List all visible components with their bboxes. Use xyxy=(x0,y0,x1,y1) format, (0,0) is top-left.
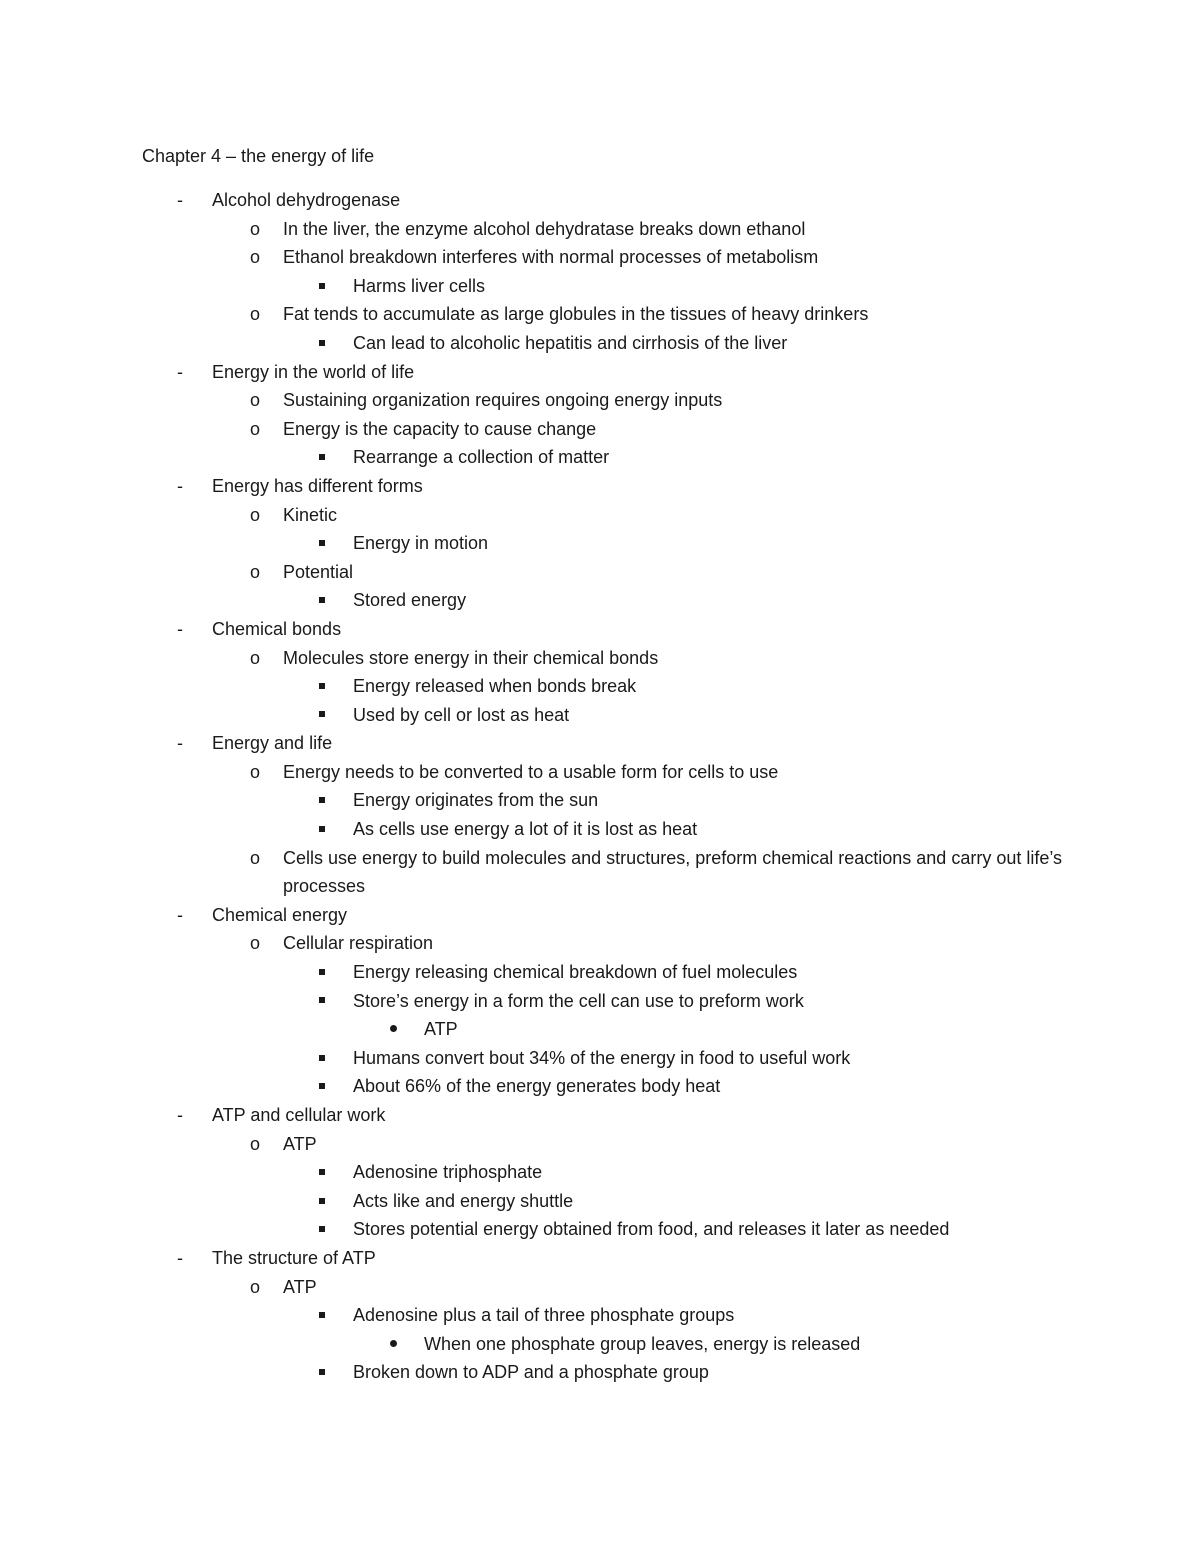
list-item-text: Adenosine triphosphate xyxy=(353,1162,543,1183)
list-item-text: Cells use energy to build molecules and structures, preform chemical reactions and carry out life’s processes xyxy=(283,847,1063,897)
list-item xyxy=(0,529,1200,558)
list-item xyxy=(0,472,1200,501)
list-item-text: Adenosine plus a tail of three phosphate groups xyxy=(353,1305,735,1326)
list-item xyxy=(0,272,1200,301)
list-item-text: In the liver, the enzyme alcohol dehydratase breaks down ethanol xyxy=(283,218,806,239)
list-item xyxy=(0,443,1200,472)
list-item-text: Chemical energy xyxy=(212,904,348,925)
list-item-text: Broken down to ADP and a phosphate group xyxy=(353,1362,709,1383)
square-bullet-icon xyxy=(312,1187,332,1216)
square-bullet-icon xyxy=(312,958,332,987)
list-item-text: Store’s energy in a form the cell can use to preform work xyxy=(353,990,804,1011)
square-bullet-icon xyxy=(312,329,332,358)
list-item-text: Energy needs to be converted to a usable form for cells to use xyxy=(283,761,779,782)
list-item xyxy=(0,1015,1200,1044)
circle-bullet: o xyxy=(249,390,260,411)
square-bullet-icon xyxy=(312,443,332,472)
list-item-text: Ethanol breakdown interferes with normal processes of metabolism xyxy=(283,247,819,268)
list-item-text: Rearrange a collection of matter xyxy=(353,447,610,468)
list-item xyxy=(0,672,1200,701)
list-item xyxy=(0,329,1200,358)
list-item xyxy=(0,901,1200,930)
list-item-text: When one phosphate group leaves, energy is released xyxy=(424,1333,861,1354)
outline-list xyxy=(0,186,1200,1387)
list-item xyxy=(0,786,1200,815)
list-item-text: Molecules store energy in their chemical bonds xyxy=(283,647,659,668)
list-item xyxy=(0,386,1200,415)
list-item-text: ATP and cellular work xyxy=(212,1105,386,1125)
list-item-text: Energy and life xyxy=(212,733,333,754)
list-item-text: Stored energy xyxy=(353,590,467,611)
list-item xyxy=(0,815,1200,844)
list-item-text: Stores potential energy obtained from food, and releases it later as needed xyxy=(353,1219,950,1240)
square-bullet-icon xyxy=(312,701,332,730)
list-item xyxy=(0,701,1200,730)
dash-bullet: - xyxy=(177,904,183,925)
list-item xyxy=(0,758,1200,787)
list-item xyxy=(0,186,1200,215)
dash-bullet: - xyxy=(177,1105,183,1125)
list-item-text: Harms liver cells xyxy=(353,275,486,296)
list-item xyxy=(0,415,1200,444)
list-item xyxy=(0,1187,1200,1216)
list-item xyxy=(0,987,1200,1016)
circle-bullet: o xyxy=(249,933,260,954)
square-bullet-icon xyxy=(312,672,332,701)
list-item xyxy=(0,929,1200,958)
list-item xyxy=(0,844,1200,901)
page-title: Chapter 4 – the energy of life xyxy=(142,146,375,166)
list-item-text: Humans convert bout 34% of the energy in food to useful work xyxy=(353,1047,851,1068)
list-item-text: Used by cell or lost as heat xyxy=(353,704,570,725)
list-item-text: Energy has different forms xyxy=(212,475,423,496)
list-item-text: Energy is the capacity to cause change xyxy=(283,418,597,439)
circle-bullet: o xyxy=(249,1276,260,1297)
list-item-text: About 66% of the energy generates body heat xyxy=(353,1076,721,1097)
list-item-text: ATP xyxy=(283,1133,317,1154)
list-item-text: Energy releasing chemical breakdown of fuel molecules xyxy=(353,962,798,983)
dash-bullet: - xyxy=(177,733,183,754)
list-item xyxy=(0,615,1200,644)
square-bullet-icon xyxy=(312,1358,332,1387)
list-item xyxy=(0,300,1200,329)
list-item xyxy=(0,1358,1200,1387)
square-bullet-icon xyxy=(312,586,332,615)
list-item xyxy=(0,644,1200,673)
list-item-text: ATP xyxy=(424,1019,458,1040)
list-item xyxy=(0,729,1200,758)
list-item xyxy=(0,1244,1200,1273)
list-item-text: Energy released when bonds break xyxy=(353,676,637,697)
list-item xyxy=(0,1330,1200,1359)
circle-bullet: o xyxy=(249,561,260,582)
list-item-text: Cellular respiration xyxy=(283,933,434,954)
list-item xyxy=(0,1301,1200,1330)
list-item-text: The structure of ATP xyxy=(212,1247,376,1268)
square-bullet-icon xyxy=(312,272,332,301)
list-item-text: Chemical bonds xyxy=(212,618,342,639)
list-item xyxy=(0,1158,1200,1187)
list-item-text: Energy originates from the sun xyxy=(353,790,599,811)
circle-bullet: o xyxy=(249,847,260,868)
dash-bullet: - xyxy=(177,475,183,496)
circle-bullet: o xyxy=(249,247,260,268)
dash-bullet: - xyxy=(177,618,183,639)
list-item xyxy=(0,1215,1200,1244)
list-item-text: Kinetic xyxy=(283,504,338,525)
list-item-text: Sustaining organization requires ongoing energy inputs xyxy=(283,390,723,411)
list-item xyxy=(0,958,1200,987)
square-bullet-icon xyxy=(312,786,332,815)
square-bullet-icon xyxy=(312,1072,332,1101)
list-item-text: Acts like and energy shuttle xyxy=(353,1190,574,1211)
square-bullet-icon xyxy=(312,1044,332,1073)
list-item xyxy=(0,1044,1200,1073)
list-item xyxy=(0,586,1200,615)
circle-bullet: o xyxy=(249,218,260,239)
square-bullet-icon xyxy=(312,1158,332,1187)
list-item-text: Potential xyxy=(283,561,354,582)
square-bullet-icon xyxy=(312,1215,332,1244)
circle-bullet: o xyxy=(249,418,260,439)
circle-bullet: o xyxy=(249,1133,260,1154)
list-item-text: As cells use energy a lot of it is lost as heat xyxy=(353,819,698,840)
dash-bullet: - xyxy=(177,1247,183,1268)
list-item-text: Energy in motion xyxy=(353,533,489,554)
dash-bullet: - xyxy=(177,361,183,382)
list-item xyxy=(0,1072,1200,1101)
list-item-text: Can lead to alcoholic hepatitis and cirrhosis of the liver xyxy=(353,332,788,353)
list-item xyxy=(0,215,1200,244)
list-item-text: Energy in the world of life xyxy=(212,361,415,382)
list-item xyxy=(0,1273,1200,1302)
list-item xyxy=(0,1101,1200,1130)
dot-bullet-icon xyxy=(383,1015,403,1044)
list-item xyxy=(0,1130,1200,1159)
dash-bullet: - xyxy=(177,190,183,210)
list-item xyxy=(0,558,1200,587)
list-item xyxy=(0,243,1200,272)
square-bullet-icon xyxy=(312,1301,332,1330)
list-item-text: Alcohol dehydrogenase xyxy=(212,190,401,210)
square-bullet-icon xyxy=(312,529,332,558)
list-item-text: ATP xyxy=(283,1276,317,1297)
list-item xyxy=(0,501,1200,530)
list-item-text: Fat tends to accumulate as large globules in the tissues of heavy drinkers xyxy=(283,304,869,325)
circle-bullet: o xyxy=(249,761,260,782)
circle-bullet: o xyxy=(249,504,260,525)
circle-bullet: o xyxy=(249,647,260,668)
square-bullet-icon xyxy=(312,815,332,844)
dot-bullet-icon xyxy=(383,1330,403,1359)
square-bullet-icon xyxy=(312,987,332,1016)
circle-bullet: o xyxy=(249,304,260,325)
list-item xyxy=(0,358,1200,387)
